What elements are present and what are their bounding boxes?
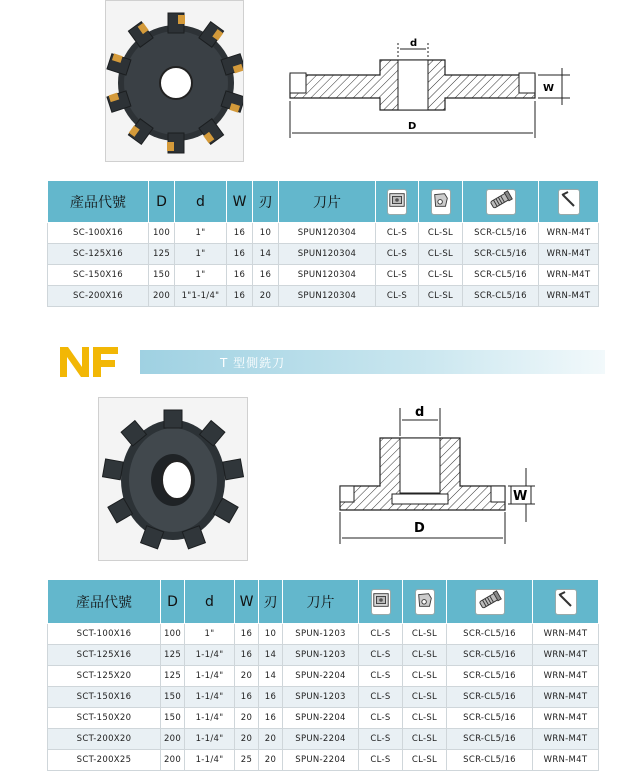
cell-wrench: WRN-M4T <box>533 687 599 708</box>
cell-W: 16 <box>235 687 259 708</box>
cell-clamp: CL-SL <box>419 265 463 286</box>
cell-insert-screw: CL-S <box>376 223 419 244</box>
cell-wrench: WRN-M4T <box>533 750 599 771</box>
col-header-insert-screw <box>359 580 403 624</box>
table-row <box>48 750 599 771</box>
cell-model: SCT-150X16 <box>48 687 161 708</box>
cell-W: 16 <box>227 244 253 265</box>
col-header-W: W <box>227 181 253 223</box>
cell-D: 150 <box>149 265 175 286</box>
wrench-icon <box>558 189 580 215</box>
cell-insert: SPUN-2204 <box>283 708 359 729</box>
cell-D: 125 <box>161 666 185 687</box>
cell-insert-screw: CL-S <box>359 729 403 750</box>
cell-wrench: WRN-M4T <box>539 286 599 307</box>
table-row <box>48 729 599 750</box>
col-header-insert: 刀片 <box>283 580 359 624</box>
col-header-D: D <box>161 580 185 624</box>
cell-insert: SPUN-1203 <box>283 645 359 666</box>
cell-teeth: 14 <box>253 244 279 265</box>
cell-insert: SPUN120304 <box>279 223 376 244</box>
cell-clamp: CL-SL <box>403 624 447 645</box>
table-row <box>48 645 599 666</box>
cell-D: 125 <box>161 645 185 666</box>
table-row <box>48 265 599 286</box>
cell-W: 16 <box>235 645 259 666</box>
cell-D: 150 <box>161 708 185 729</box>
cell-d: 1-1/4" <box>185 729 235 750</box>
cell-clamp: CL-SL <box>403 666 447 687</box>
cell-d: 1" <box>175 244 227 265</box>
cell-clamp: CL-SL <box>419 223 463 244</box>
insert-screw-icon <box>387 189 407 215</box>
cell-clamp: CL-SL <box>403 687 447 708</box>
col-header-screw <box>447 580 533 624</box>
cell-screw: SCR-CL5/16 <box>463 223 539 244</box>
col-header-clamp <box>403 580 447 624</box>
cell-model: SCT-100X16 <box>48 624 161 645</box>
col-header-d: d <box>175 181 227 223</box>
col-header-d: d <box>185 580 235 624</box>
cell-D: 125 <box>149 244 175 265</box>
cell-insert-screw: CL-S <box>376 286 419 307</box>
cell-screw: SCR-CL5/16 <box>463 244 539 265</box>
cell-d: 1-1/4" <box>185 708 235 729</box>
cell-model: SCT-125X20 <box>48 666 161 687</box>
section-title-banner <box>140 350 605 374</box>
table-row <box>48 708 599 729</box>
table-row <box>48 244 599 265</box>
cell-insert-screw: CL-S <box>359 687 403 708</box>
cell-insert-screw: CL-S <box>359 645 403 666</box>
cell-d: 1" <box>185 624 235 645</box>
cell-clamp: CL-SL <box>419 286 463 307</box>
cell-W: 16 <box>227 286 253 307</box>
col-header-model: 產品代號 <box>48 181 149 223</box>
cell-teeth: 14 <box>259 645 283 666</box>
col-header-wrench <box>539 181 599 223</box>
cell-D: 200 <box>161 729 185 750</box>
cell-model: SCT-150X20 <box>48 708 161 729</box>
cell-d: 1-1/4" <box>185 687 235 708</box>
cell-teeth: 14 <box>259 666 283 687</box>
col-header-wrench <box>533 580 599 624</box>
cell-wrench: WRN-M4T <box>533 666 599 687</box>
table-body-sc <box>48 223 599 307</box>
cell-insert: SPUN-1203 <box>283 687 359 708</box>
cell-model: SC-100X16 <box>48 223 149 244</box>
cell-d: 1-1/4" <box>185 666 235 687</box>
cell-screw: SCR-CL5/16 <box>447 708 533 729</box>
cell-teeth: 20 <box>259 750 283 771</box>
table-header-row <box>48 580 599 624</box>
cell-D: 150 <box>161 687 185 708</box>
clamp-icon <box>431 189 451 215</box>
cell-d: 1"1-1/4" <box>175 286 227 307</box>
cell-clamp: CL-SL <box>403 729 447 750</box>
clamp-icon <box>415 589 435 615</box>
table-row <box>48 286 599 307</box>
cell-D: 200 <box>149 286 175 307</box>
cell-insert: SPUN-2204 <box>283 750 359 771</box>
cell-W: 16 <box>235 624 259 645</box>
col-header-D: D <box>149 181 175 223</box>
cell-teeth: 20 <box>253 286 279 307</box>
dimension-w-label: W <box>513 489 528 504</box>
screw-icon <box>486 189 516 215</box>
cell-insert-screw: CL-S <box>376 265 419 286</box>
cell-insert-screw: CL-S <box>359 708 403 729</box>
cell-insert: SPUN120304 <box>279 265 376 286</box>
cell-clamp: CL-SL <box>403 750 447 771</box>
cell-teeth: 20 <box>259 729 283 750</box>
side-cutter-cross-section <box>280 35 580 145</box>
cell-model: SCT-200X20 <box>48 729 161 750</box>
dimension-d-label: d <box>410 38 418 49</box>
table-row <box>48 223 599 244</box>
cell-d: 1" <box>175 265 227 286</box>
cell-d: 1-1/4" <box>185 645 235 666</box>
cell-screw: SCR-CL5/16 <box>447 624 533 645</box>
cell-clamp: CL-SL <box>403 708 447 729</box>
t-slot-cutter-illustration <box>99 398 247 560</box>
dimension-w-label: W <box>543 83 555 94</box>
cell-model: SCT-200X25 <box>48 750 161 771</box>
col-header-insert: 刀片 <box>279 181 376 223</box>
col-header-clamp <box>419 181 463 223</box>
cell-wrench: WRN-M4T <box>533 729 599 750</box>
col-header-W: W <box>235 580 259 624</box>
cell-W: 16 <box>227 223 253 244</box>
cell-D: 100 <box>149 223 175 244</box>
cell-model: SC-150X16 <box>48 265 149 286</box>
cell-insert-screw: CL-S <box>359 750 403 771</box>
wrench-icon <box>555 589 577 615</box>
cell-D: 100 <box>161 624 185 645</box>
col-header-model: 產品代號 <box>48 580 161 624</box>
cell-insert: SPUN120304 <box>279 286 376 307</box>
col-header-insert-screw <box>376 181 419 223</box>
col-header-teeth: 刃 <box>253 181 279 223</box>
table-body-sct <box>48 624 599 771</box>
cell-screw: SCR-CL5/16 <box>447 666 533 687</box>
dimension-D-label: D <box>414 521 425 536</box>
cell-wrench: WRN-M4T <box>539 244 599 265</box>
cell-screw: SCR-CL5/16 <box>447 729 533 750</box>
cell-screw: SCR-CL5/16 <box>447 687 533 708</box>
cell-model: SC-200X16 <box>48 286 149 307</box>
cell-insert-screw: CL-S <box>359 624 403 645</box>
cell-screw: SCR-CL5/16 <box>447 750 533 771</box>
cell-teeth: 16 <box>253 265 279 286</box>
cell-teeth: 10 <box>253 223 279 244</box>
cell-W: 25 <box>235 750 259 771</box>
cell-wrench: WRN-M4T <box>533 708 599 729</box>
dimension-d-label: d <box>415 405 425 420</box>
cell-D: 200 <box>161 750 185 771</box>
insert-screw-icon <box>371 589 391 615</box>
cell-screw: SCR-CL5/16 <box>463 286 539 307</box>
cell-W: 16 <box>227 265 253 286</box>
product-photo-t-slot-cutter <box>98 397 248 561</box>
cell-wrench: WRN-M4T <box>539 223 599 244</box>
cell-insert-screw: CL-S <box>376 244 419 265</box>
table-row <box>48 666 599 687</box>
table-row <box>48 624 599 645</box>
cell-insert: SPUN-2204 <box>283 666 359 687</box>
col-header-teeth: 刃 <box>259 580 283 624</box>
cell-insert-screw: CL-S <box>359 666 403 687</box>
cell-teeth: 16 <box>259 708 283 729</box>
t-slot-cutter-cross-section <box>330 398 580 548</box>
spec-table-sc <box>47 180 599 307</box>
cell-model: SC-125X16 <box>48 244 149 265</box>
table-header-row <box>48 181 599 223</box>
cell-d: 1-1/4" <box>185 750 235 771</box>
spec-table-sct <box>47 579 599 771</box>
section-title: T 型側銑刀 <box>220 356 286 370</box>
cell-W: 20 <box>235 708 259 729</box>
nf-logo <box>58 343 120 379</box>
cell-insert: SPUN-1203 <box>283 624 359 645</box>
cell-W: 20 <box>235 666 259 687</box>
dimension-D-label: D <box>408 121 417 132</box>
cell-model: SCT-125X16 <box>48 645 161 666</box>
cell-screw: SCR-CL5/16 <box>463 265 539 286</box>
cell-screw: SCR-CL5/16 <box>447 645 533 666</box>
table-row <box>48 687 599 708</box>
cell-insert: SPUN120304 <box>279 244 376 265</box>
cell-wrench: WRN-M4T <box>539 265 599 286</box>
cell-wrench: WRN-M4T <box>533 624 599 645</box>
screw-icon <box>475 589 505 615</box>
cell-wrench: WRN-M4T <box>533 645 599 666</box>
cell-teeth: 16 <box>259 687 283 708</box>
cell-clamp: CL-SL <box>419 244 463 265</box>
col-header-screw <box>463 181 539 223</box>
side-cutter-illustration <box>106 1 243 161</box>
cell-clamp: CL-SL <box>403 645 447 666</box>
cell-teeth: 10 <box>259 624 283 645</box>
cell-insert: SPUN-2204 <box>283 729 359 750</box>
product-photo-side-cutter <box>105 0 244 162</box>
cell-d: 1" <box>175 223 227 244</box>
cell-W: 20 <box>235 729 259 750</box>
